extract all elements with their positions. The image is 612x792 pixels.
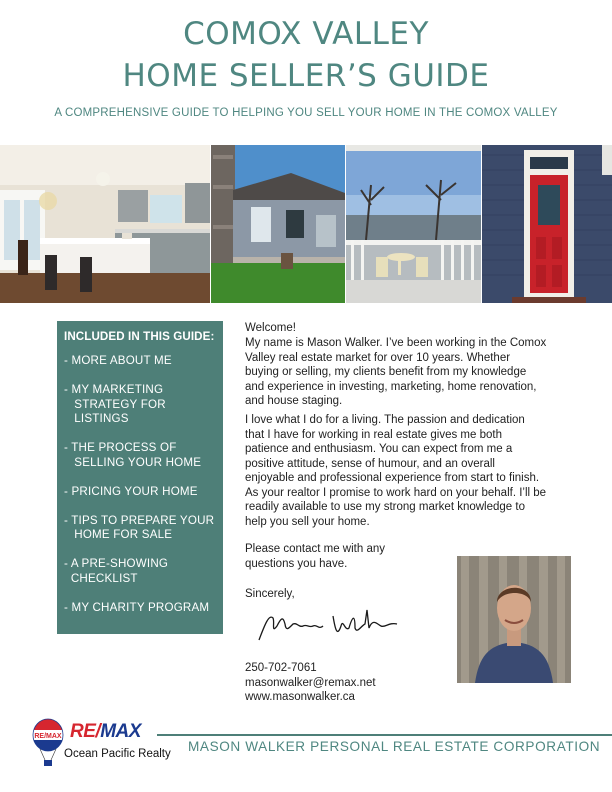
guide-title-line-2: HOME SELLER’S GUIDE xyxy=(122,58,490,94)
contact-phone[interactable]: 250-702-7061 xyxy=(245,662,317,674)
corporation-name: MASON WALKER PERSONAL REAL ESTATE CORPORATION xyxy=(188,739,601,754)
red-door-photo xyxy=(482,145,612,303)
contents-item-process: - THE PROCESS OF SELLING YOUR HOME xyxy=(64,441,202,469)
contents-item-about: - MORE ABOUT ME xyxy=(64,354,172,367)
guide-title-line-1: COMOX VALLEY xyxy=(183,16,429,52)
contents-item-tips: - TIPS TO PREPARE YOUR HOME FOR SALE xyxy=(64,513,215,541)
contact-details xyxy=(245,661,376,705)
house-exterior-photo xyxy=(211,145,345,303)
agent-portrait-photo xyxy=(457,556,571,683)
office-name: Ocean Pacific Realty xyxy=(64,748,171,760)
letter-greeting: Welcome! xyxy=(245,322,296,334)
svg-text:RE/MAX: RE/MAX xyxy=(34,733,62,740)
remax-balloon-icon xyxy=(32,718,64,768)
remax-wordmark-re: RE/ xyxy=(70,721,101,742)
letter-closing: Sincerely, xyxy=(245,588,295,600)
handwritten-signature xyxy=(255,604,405,650)
contents-item-charity: - MY CHARITY PROGRAM xyxy=(64,600,210,614)
contents-item-checklist: - A PRE-SHOWING CHECKLIST xyxy=(64,557,169,585)
remax-wordmark xyxy=(70,721,141,743)
photo-strip xyxy=(0,145,612,303)
letter-intro-paragraph: My name is Mason Walker. I’ve been working in the Comox Valley real estate market for over 10 years. Whether buying or selling, my clients benefit from my knowledge and experience in investing, marketing, home renovation, and house staging. xyxy=(245,337,547,407)
contact-email[interactable]: masonwalker@remax.net xyxy=(245,676,376,689)
remax-wordmark-max: MAX xyxy=(100,721,141,742)
kitchen-photo xyxy=(0,145,210,303)
contact-website[interactable]: www.masonwalker.ca xyxy=(245,691,355,704)
footer-divider xyxy=(157,734,612,736)
contents-heading: INCLUDED IN THIS GUIDE: xyxy=(64,330,215,343)
guide-subtitle: A COMPREHENSIVE GUIDE TO HELPING YOU SELL YOUR HOME IN THE COMOX VALLEY xyxy=(54,107,558,119)
contents-item-pricing: - PRICING YOUR HOME xyxy=(64,484,198,498)
guide-contents-panel xyxy=(57,321,223,634)
contents-item-marketing: - MY MARKETING STRATEGY FOR LISTINGS xyxy=(64,383,166,425)
deck-photo xyxy=(346,145,481,303)
letter-passion-paragraph: I love what I do for a living. The passion and dedication that I have for working in real estate gives me both patience and enthusiasm. You can expect from me a positive attitude, sense of humour, and an overall enjoyable and professional experience from start to finish. As your realtor I promise to work hard on your behalf. I’ll be readily available to use my strong market knowledge to help you sell your home. xyxy=(245,414,547,528)
letter-contact-paragraph: Please contact me with any questions you have. xyxy=(245,543,385,570)
